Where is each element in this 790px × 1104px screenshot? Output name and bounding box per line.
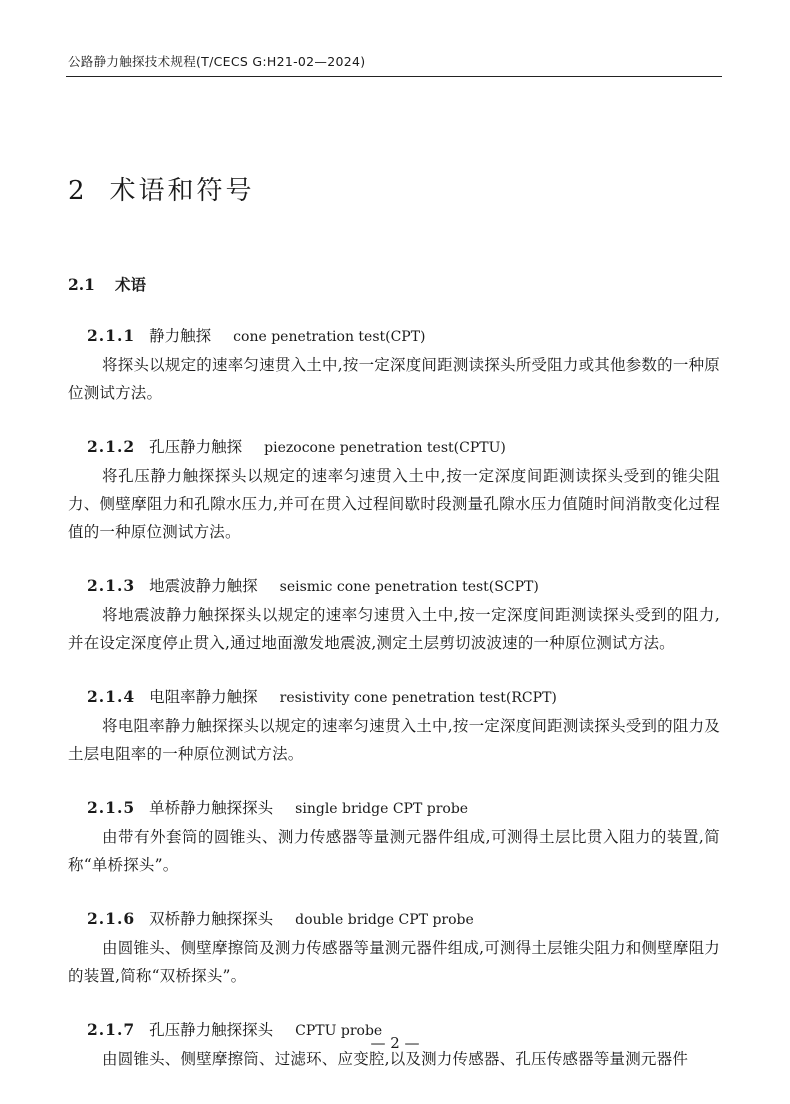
term-number: 2.1.3	[87, 576, 136, 595]
term-name-en: single bridge CPT probe	[295, 801, 469, 817]
chapter-number: 2	[68, 176, 88, 206]
term-name-en: resistivity cone penetration test(RCPT)	[279, 690, 557, 706]
term-number: 2.1.6	[87, 909, 136, 928]
chapter-heading	[68, 170, 255, 207]
term-name-en: piezocone penetration test(CPTU)	[264, 440, 506, 456]
running-header: 公路静力触探技术规程(T/CECS G:H21-02—2024)	[68, 54, 366, 69]
term-entry	[68, 905, 720, 990]
term-name-zh: 电阻率静力触探	[149, 688, 258, 706]
term-definition: 由带有外套筒的圆锥头、测力传感器等量测元器件组成,可测得土层比贯入阻力的装置,简称“单桥探头”。	[68, 828, 720, 874]
term-name-zh: 单桥静力触探探头	[149, 799, 274, 817]
section-title: 术语	[114, 275, 146, 294]
term-number: 2.1.2	[87, 437, 136, 456]
term-name-zh: 静力触探	[149, 327, 212, 345]
term-definition: 由圆锥头、侧壁摩擦筒及测力传感器等量测元器件组成,可测得土层锥尖阻力和侧壁摩阻力的装置,简称“双桥探头”。	[68, 939, 720, 985]
term-number: 2.1.5	[87, 798, 136, 817]
term-name-en: double bridge CPT probe	[295, 912, 474, 928]
term-number: 2.1.7	[87, 1020, 136, 1039]
chapter-title: 术语和符号	[109, 176, 255, 206]
section-number: 2.1	[68, 275, 95, 294]
term-number: 2.1.1	[87, 326, 136, 345]
page-number: — 2 —	[370, 1034, 420, 1052]
term-definition: 将探头以规定的速率匀速贯入土中,按一定深度间距测读探头所受阻力或其他参数的一种原位测试方法。	[68, 356, 720, 402]
term-definition: 将电阻率静力触探探头以规定的速率匀速贯入土中,按一定深度间距测读探头受到的阻力及土层电阻率的一种原位测试方法。	[68, 717, 720, 763]
term-name-zh: 孔压静力触探	[149, 438, 243, 456]
term-definition: 将孔压静力触探探头以规定的速率匀速贯入土中,按一定深度间距测读探头受到的锥尖阻力、侧壁摩阻力和孔隙水压力,并可在贯入过程间歇时段测量孔隙水压力值随时间消散变化过程值的一种原位测试方法。	[68, 467, 720, 541]
header-divider	[66, 76, 722, 77]
term-name-zh: 孔压静力触探探头	[149, 1021, 274, 1039]
term-heading	[68, 322, 720, 351]
term-heading	[68, 683, 720, 712]
term-entry	[68, 572, 720, 657]
term-definition: 由圆锥头、侧壁摩擦筒、过滤环、应变腔,以及测力传感器、孔压传感器等量测元器件	[102, 1050, 689, 1068]
term-entry	[68, 322, 720, 407]
term-name-en: cone penetration test(CPT)	[233, 329, 426, 345]
term-heading	[68, 905, 720, 934]
term-heading	[68, 794, 720, 823]
section-heading	[68, 273, 146, 295]
term-number: 2.1.4	[87, 687, 136, 706]
term-heading	[68, 572, 720, 601]
term-entry	[68, 683, 720, 768]
term-name-zh: 双桥静力触探探头	[149, 910, 274, 928]
term-name-zh: 地震波静力触探	[149, 577, 258, 595]
term-entry	[68, 433, 720, 546]
term-entry	[68, 794, 720, 879]
term-name-en: CPTU probe	[295, 1023, 383, 1039]
term-heading	[68, 433, 720, 462]
term-name-en: seismic cone penetration test(SCPT)	[279, 579, 539, 595]
term-list	[68, 322, 720, 1099]
term-definition: 将地震波静力触探探头以规定的速率匀速贯入土中,按一定深度间距测读探头受到的阻力,并在设定深度停止贯入,通过地面激发地震波,测定土层剪切波波速的一种原位测试方法。	[68, 606, 720, 652]
